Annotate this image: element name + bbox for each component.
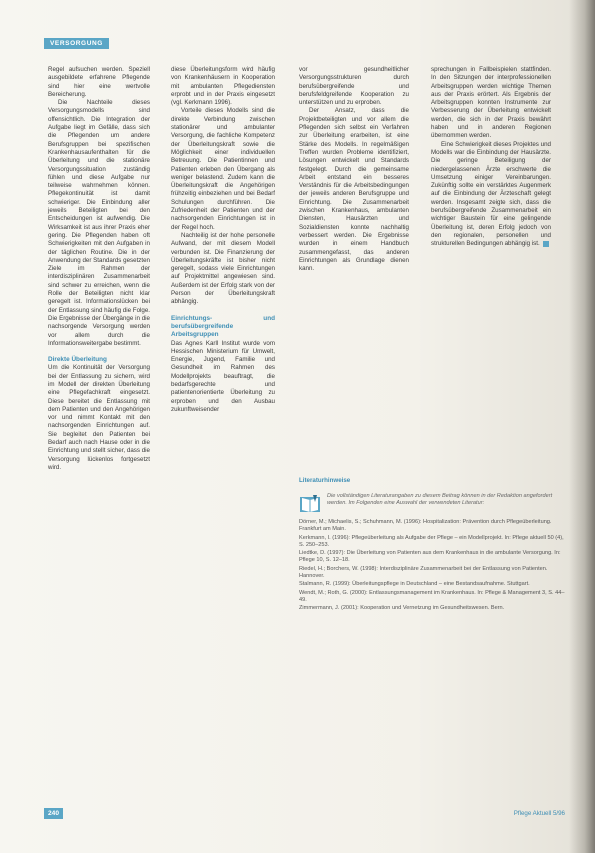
reference-item: Riedel, H.; Borchers, W. (1998): Interdisziplinäre Zusammenarbeit bei der Entlassung von Patienten. Hannover.: [299, 565, 548, 580]
paragraph: Nachteilig ist der hohe personelle Aufwand, der mit diesem Modell verbunden ist. Die Finanzierung der Überleitungskräfte ist bisher nicht geregelt, sodass viele Einrichtungen auf Projektmittel angewiesen sind. Außerdem ist der Erfolg stark von der Person der Überleitungskraft abhängig.: [171, 231, 275, 306]
paragraph: Vorteile dieses Modells sind die direkte Verbindung zwischen stationärer und ambulanter Versorgung, die fachliche Kompetenz der Überleitungskraft sowie die Möglichkeit einer individuellen Betreuung. Die Patientinnen und Patienten erleben den Übergang als weniger belastend. Zudem kann die Überleitungskraft die Angehörigen frühzeitig einbeziehen und bei Bedarf Schulungen durchführen. Die Zufriedenheit der Patienten und der nachsorgenden Einrichtungen ist in der Regel hoch.: [171, 107, 275, 231]
page-number: 240: [44, 808, 63, 819]
subheading: Einrichtungs- und berufsübergreifende Arbeitsgruppen: [171, 314, 275, 339]
section-tag: VERSORGUNG: [44, 38, 109, 49]
reference-item: Kerkmann, I. (1996): Pflegeüberleitung als Aufgabe der Pflege – ein Modellprojekt. In: Pflege aktuell 50 (4), S. 250–253.: [299, 534, 564, 548]
paragraph: [431, 141, 551, 249]
paragraph: diese Überleitungsform wird häufig von Krankenhäusern in Kooperation mit ambulanten Pflegediensten erprobt und in der Praxis eingesetzt (vgl. Kerkmann 1996).: [171, 66, 275, 107]
reference-item: Stalmann, R. (1999): Überleitungspflege in Deutschland – eine Bestandsaufnahme. Stuttgart.: [299, 581, 530, 588]
reference-item: Liedtke, D. (1997): Die Überleitung von Patienten aus dem Krankenhaus in die ambulante Versorgung. In: Pflege 10, S. 12–18.: [299, 550, 561, 564]
paragraph-text: Eine Schwierigkeit dieses Projektes und Modells war die Einbindung der Hausärzte. Die geringe Beteiligung der niedergelassenen Ärzte erschwerte die Umsetzung einiger Vereinbarungen. Zukünftig sollte ein verstärktes Augenmerk auf die Einbindung der Ärzteschaft gelegt werden. Insgesamt zeigte sich, dass die berufsübergreifende Zusammenarbeit ein wichtiger Baustein für eine gelingende Überleitung ist, deren Erfolg jedoch von den regionalen, personellen und strukturellen Bedingungen abhängig ist.: [431, 140, 551, 248]
column-2: [171, 66, 275, 414]
column-3: [299, 66, 409, 273]
column-4: [431, 66, 551, 249]
paragraph: Die Nachteile dieses Versorgungsmodells sind offensichtlich. Die Integration der Aufgabe liegt im Gefälle, dass sich die Pflegenden um andere Berufsgruppen bei spezifischen Krankenhausaufenthalten für die Überleitung und die stationäre Versorgungssituation zuständig fühlen und diese Aufgabe nur teilweise wahrnehmen können. Pflegekontinuität ist damit schwieriger. Die Einbindung aller jeweils Beteiligten bei den Entscheidungen ist aufwendig. Die Wirksamkeit ist aus ihrer Praxis eher gering. Die Pflegenden haben oft Schwierigkeiten mit den Aufgaben in der täglichen Routine. Die in der Anwendung der Standards gesetzten Ziele im Rahmen der interdisziplinären Zusammenarbeit sind schwer zu erreichen, wenn die Rolle der Beteiligten nicht klar geregelt ist. Informationslücken bei der Entlassung sind häufig die Folge. Die Ergebnisse der Übergänge in die nachsorgende Versorgung werden vor allem durch die Informationsweitergabe bestimmt.: [48, 99, 150, 347]
reference-item: Dörner, M.; Michaelis, S.; Schuhmann, M. (1996): Hospitalization: Prävention durch Pflegeüberleitung. Frankfurt am Main.: [299, 519, 552, 533]
paragraph: Um die Kontinuität der Versorgung bei der Entlassung zu sichern, wird im Modell der direkten Überleitung eine Pflegefachkraft eingesetzt. Diese bereitet die Entlassung mit dem Patienten und den Angehörigen vor und nimmt Kontakt mit den nachsorgenden Einrichtungen auf. Sie begleitet den Patienten bei Bedarf auch nach Hause oder in die Einrichtung und stellt sicher, dass die Versorgung lückenlos fortgesetzt wird.: [48, 364, 150, 471]
journal-name: Pflege Aktuell 5/96: [513, 810, 565, 817]
literature-box: [299, 477, 565, 614]
reference-list: [299, 519, 565, 613]
reference-item: Zimmermann, J. (2001): Kooperation und Vernetzung im Gesundheitswesen. Bern.: [299, 605, 505, 612]
article-end-icon: [543, 241, 549, 247]
paragraph: Regel aufsuchen werden. Speziell ausgebildete erfahrene Pflegende sind hier eine wertvolle Bereicherung.: [48, 66, 150, 98]
literature-heading: Literaturhinweise: [299, 477, 351, 484]
paragraph: Das Agnes Karll Institut wurde vom Hessischen Ministerium für Umwelt, Energie, Jugend, Familie und Gesundheit im Rahmen des Modellprojekts beauftragt, die bedarfsgerechte und patientenorientierte Überleitung zu erproben und den Ausbau zukunftweisender: [171, 339, 275, 413]
paragraph: vor gesundheitlicher Versorgungsstrukturen durch berufsübergreifende und berufsfeldgreifende Kooperation zu unterstützen und zu erproben.: [299, 66, 409, 107]
subheading: Direkte Überleitung: [48, 356, 107, 364]
page-edge-shadow: [569, 0, 595, 853]
reference-item: Wendt, M.; Roth, G. (2000): Entlassungsmanagement im Krankenhaus. In: Pflege & Management 3, S. 44–49.: [299, 589, 565, 603]
column-1: [48, 66, 150, 472]
book-icon: [299, 493, 321, 515]
literature-intro: Die vollständigen Literaturangaben zu diesem Beitrag können in der Redaktion angefordert werden. Im Folgenden eine Auswahl der verwendeten Literatur:: [327, 493, 553, 507]
paragraph: Der Ansatz, dass die Projektbeteiligten und vor allem die Pflegenden sich selbst ein Verfahren zur Überleitung erarbeiten, ist eine Stärke des Modells. In regelmäßigen Treffen wurden Probleme identifiziert, Lösungen entwickelt und Standards festgelegt. Durch die gemeinsame Arbeit entstand ein besseres Verständnis für die Arbeitsbedingungen der jeweils anderen Berufsgruppe und Einrichtung. Die Zusammenarbeit zwischen Krankenhaus, ambulanten Diensten, Hausärzten und Sozialdiensten konnte nachhaltig verbessert werden. Die Ergebnisse wurden in einem Handbuch zusammengefasst, das anderen Einrichtungen als Grundlage dienen kann.: [299, 107, 409, 273]
paragraph: sprechungen in Fallbeispielen stattfinden. In den Sitzungen der interprofessionellen Arbeitsgruppen werden wichtige Themen aus der Praxis erörtert. Als Ergebnis der Arbeitsgruppen konnten Instrumente zur Verbesserung der Überleitung entwickelt werden, die sich in der Praxis bewährt haben und in anderen Regionen übernommen werden.: [431, 66, 551, 140]
